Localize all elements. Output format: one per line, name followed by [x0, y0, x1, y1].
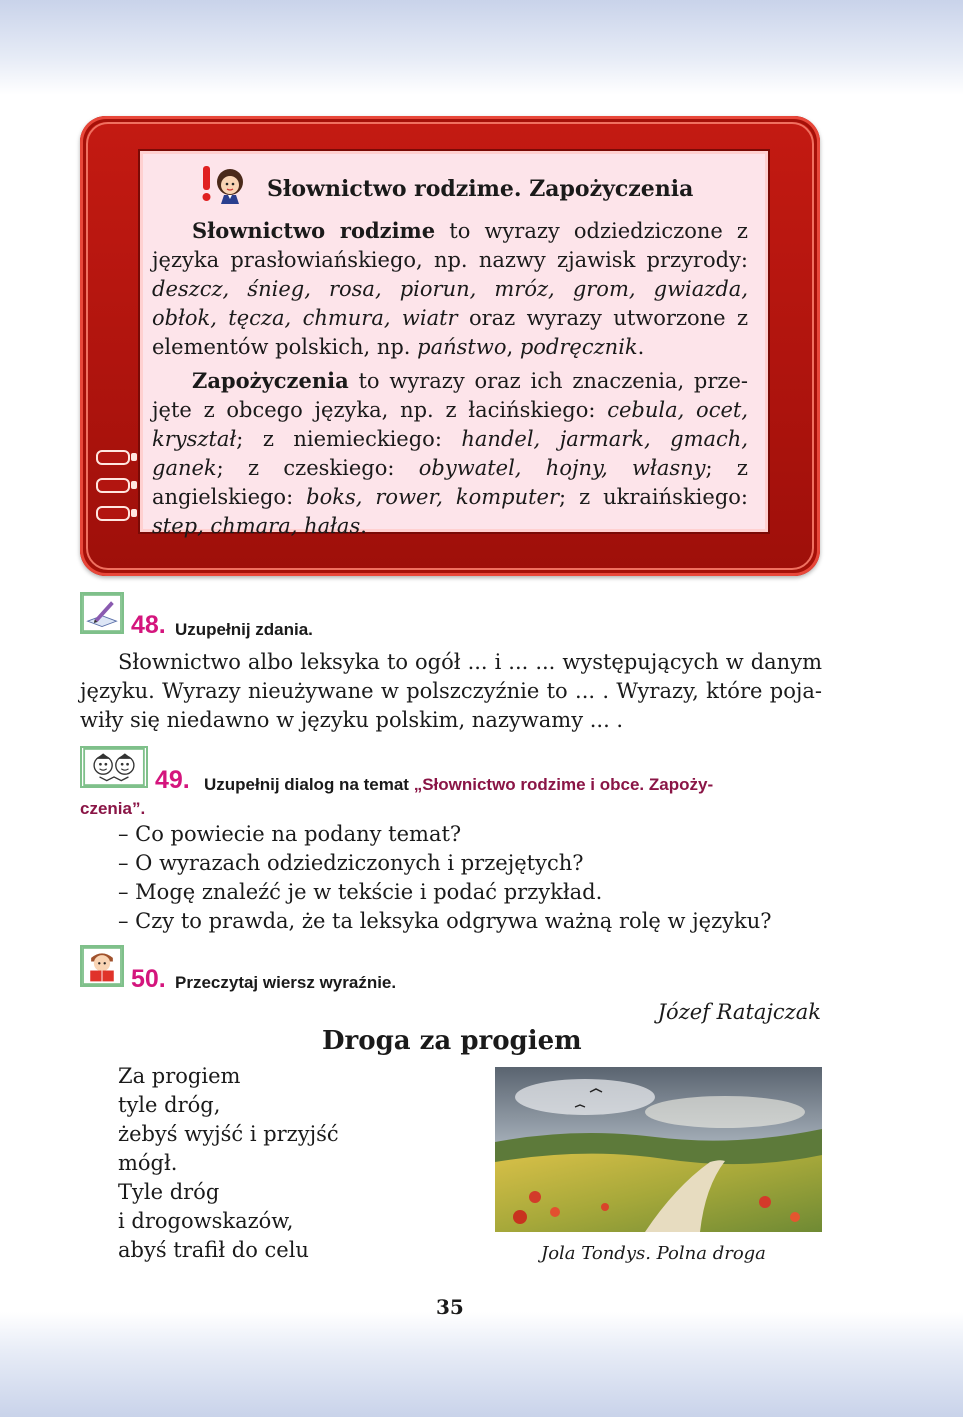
- p2-czech: obywatel, hojny, własny: [418, 456, 706, 480]
- p2-ukrainian: step, chmara, hałas: [152, 514, 361, 538]
- painting-caption: Jola Tondys. Polna droga: [541, 1243, 766, 1264]
- exercise-48-command: Uzupełnij zdania.: [175, 620, 313, 639]
- p1-end: .: [637, 335, 645, 359]
- exercise-49-number: 49.: [155, 766, 190, 794]
- p1-sep: ,: [506, 335, 520, 359]
- page-number: 35: [436, 1295, 464, 1319]
- exercise-49-command-text: Uzupełnij dialog na temat: [204, 775, 414, 794]
- two-faces-dialog-icon: [80, 746, 148, 788]
- p1-text1: to wyrazy odziedziczone z języka prasłowiańskiego, np. nazwy zjawisk przyrody:: [152, 219, 748, 272]
- top-band: [0, 0, 963, 95]
- pencil-notebook-icon: [80, 592, 124, 634]
- poem-line-4: mógł.: [118, 1151, 178, 1175]
- bottom-band: [0, 1312, 963, 1417]
- term-borrowings: Zapożyczenia: [192, 368, 349, 393]
- poem-author: Józef Ratajczak: [657, 1000, 821, 1024]
- p1-examples1: deszcz, śnieg, rosa, piorun, mróz, grom, gwiazda, obłok, tęcza, chmura, wiatr: [152, 277, 748, 330]
- exercise-50-command: Przeczytaj wiersz wyraźnie.: [175, 973, 397, 992]
- poem-line-5: Tyle dróg: [118, 1180, 220, 1204]
- p1-text2: oraz wyrazy utworzone z elementów polskich, np.: [152, 306, 749, 359]
- p2-text3: ; z czeskiego:: [216, 456, 419, 480]
- dialog-line-4: – Czy to prawda, że ta leksyka odgrywa ważną rolę w języku?: [118, 909, 772, 933]
- p2-english: boks, rower, komputer: [306, 485, 560, 509]
- dialog-line-3: – Mogę znaleźć je w tekście i podać przykład.: [118, 880, 603, 904]
- exercise-49-topic-2-text: czenia”.: [80, 799, 146, 818]
- exercise-49-command: [204, 775, 713, 795]
- poem-line-6: i drogowskazów,: [118, 1209, 294, 1233]
- p2-text2: ; z niemieckiego:: [236, 427, 462, 451]
- p2-german: handel, jarmark, gmach, ganek: [152, 427, 748, 480]
- poem-line-1: Za progiem: [118, 1064, 241, 1088]
- rule-paragraph-native: [152, 216, 748, 362]
- exercise-49-topic-2: [80, 799, 145, 819]
- rule-title: Słownictwo rodzime. Zapożyczenia: [267, 176, 694, 202]
- frame-button-3: [96, 506, 130, 521]
- frame-button-1: [96, 450, 130, 465]
- p2-text1: to wyrazy oraz ich znaczenia, przejęte z obcego języka, np. z łacińskiego:: [152, 369, 748, 422]
- exclamation-girl-icon: [200, 164, 246, 204]
- exercise-48-number: 48.: [131, 611, 166, 639]
- poem-title: Droga za progiem: [322, 1026, 582, 1056]
- reading-boy-icon: [80, 945, 124, 987]
- p2-text4: ; z angielskiego:: [152, 456, 748, 509]
- term-native: Słownictwo rodzime: [192, 218, 436, 243]
- field-road-painting: [495, 1067, 822, 1232]
- p2-text5: ; z ukraińskiego:: [559, 485, 748, 509]
- exercise-48-text: Słownictwo albo leksyka to ogół ... i ... ... występujących w danym języku. Wyrazy nieużywane w polszczyźnie to ... . Wyrazy, które pojawiły się niedawno w języku polskim, nazywamy ... .: [80, 650, 822, 732]
- exercise-49-topic-1: „Słownictwo rodzime i obce. Zapoży-: [413, 775, 714, 794]
- p2-end: .: [360, 514, 367, 538]
- exercise-50-number: 50.: [131, 965, 166, 993]
- poem-line-7: abyś trafił do celu: [118, 1238, 309, 1262]
- poem-line-3: żebyś wyjść i przyjść: [118, 1122, 339, 1146]
- p1-examples2b: podręcznik: [519, 335, 638, 359]
- dialog-line-1: – Co powiecie na podany temat?: [118, 822, 462, 846]
- dialog-line-2: – O wyrazach odziedziczonych i przejętych?: [118, 851, 584, 875]
- frame-button-2: [96, 478, 130, 493]
- p1-examples2a: państwo: [417, 335, 507, 359]
- poem-line-2: tyle dróg,: [118, 1093, 221, 1117]
- p2-latin: cebula, ocet, kryształ: [152, 398, 748, 451]
- rule-paragraph-borrowings: [152, 366, 748, 541]
